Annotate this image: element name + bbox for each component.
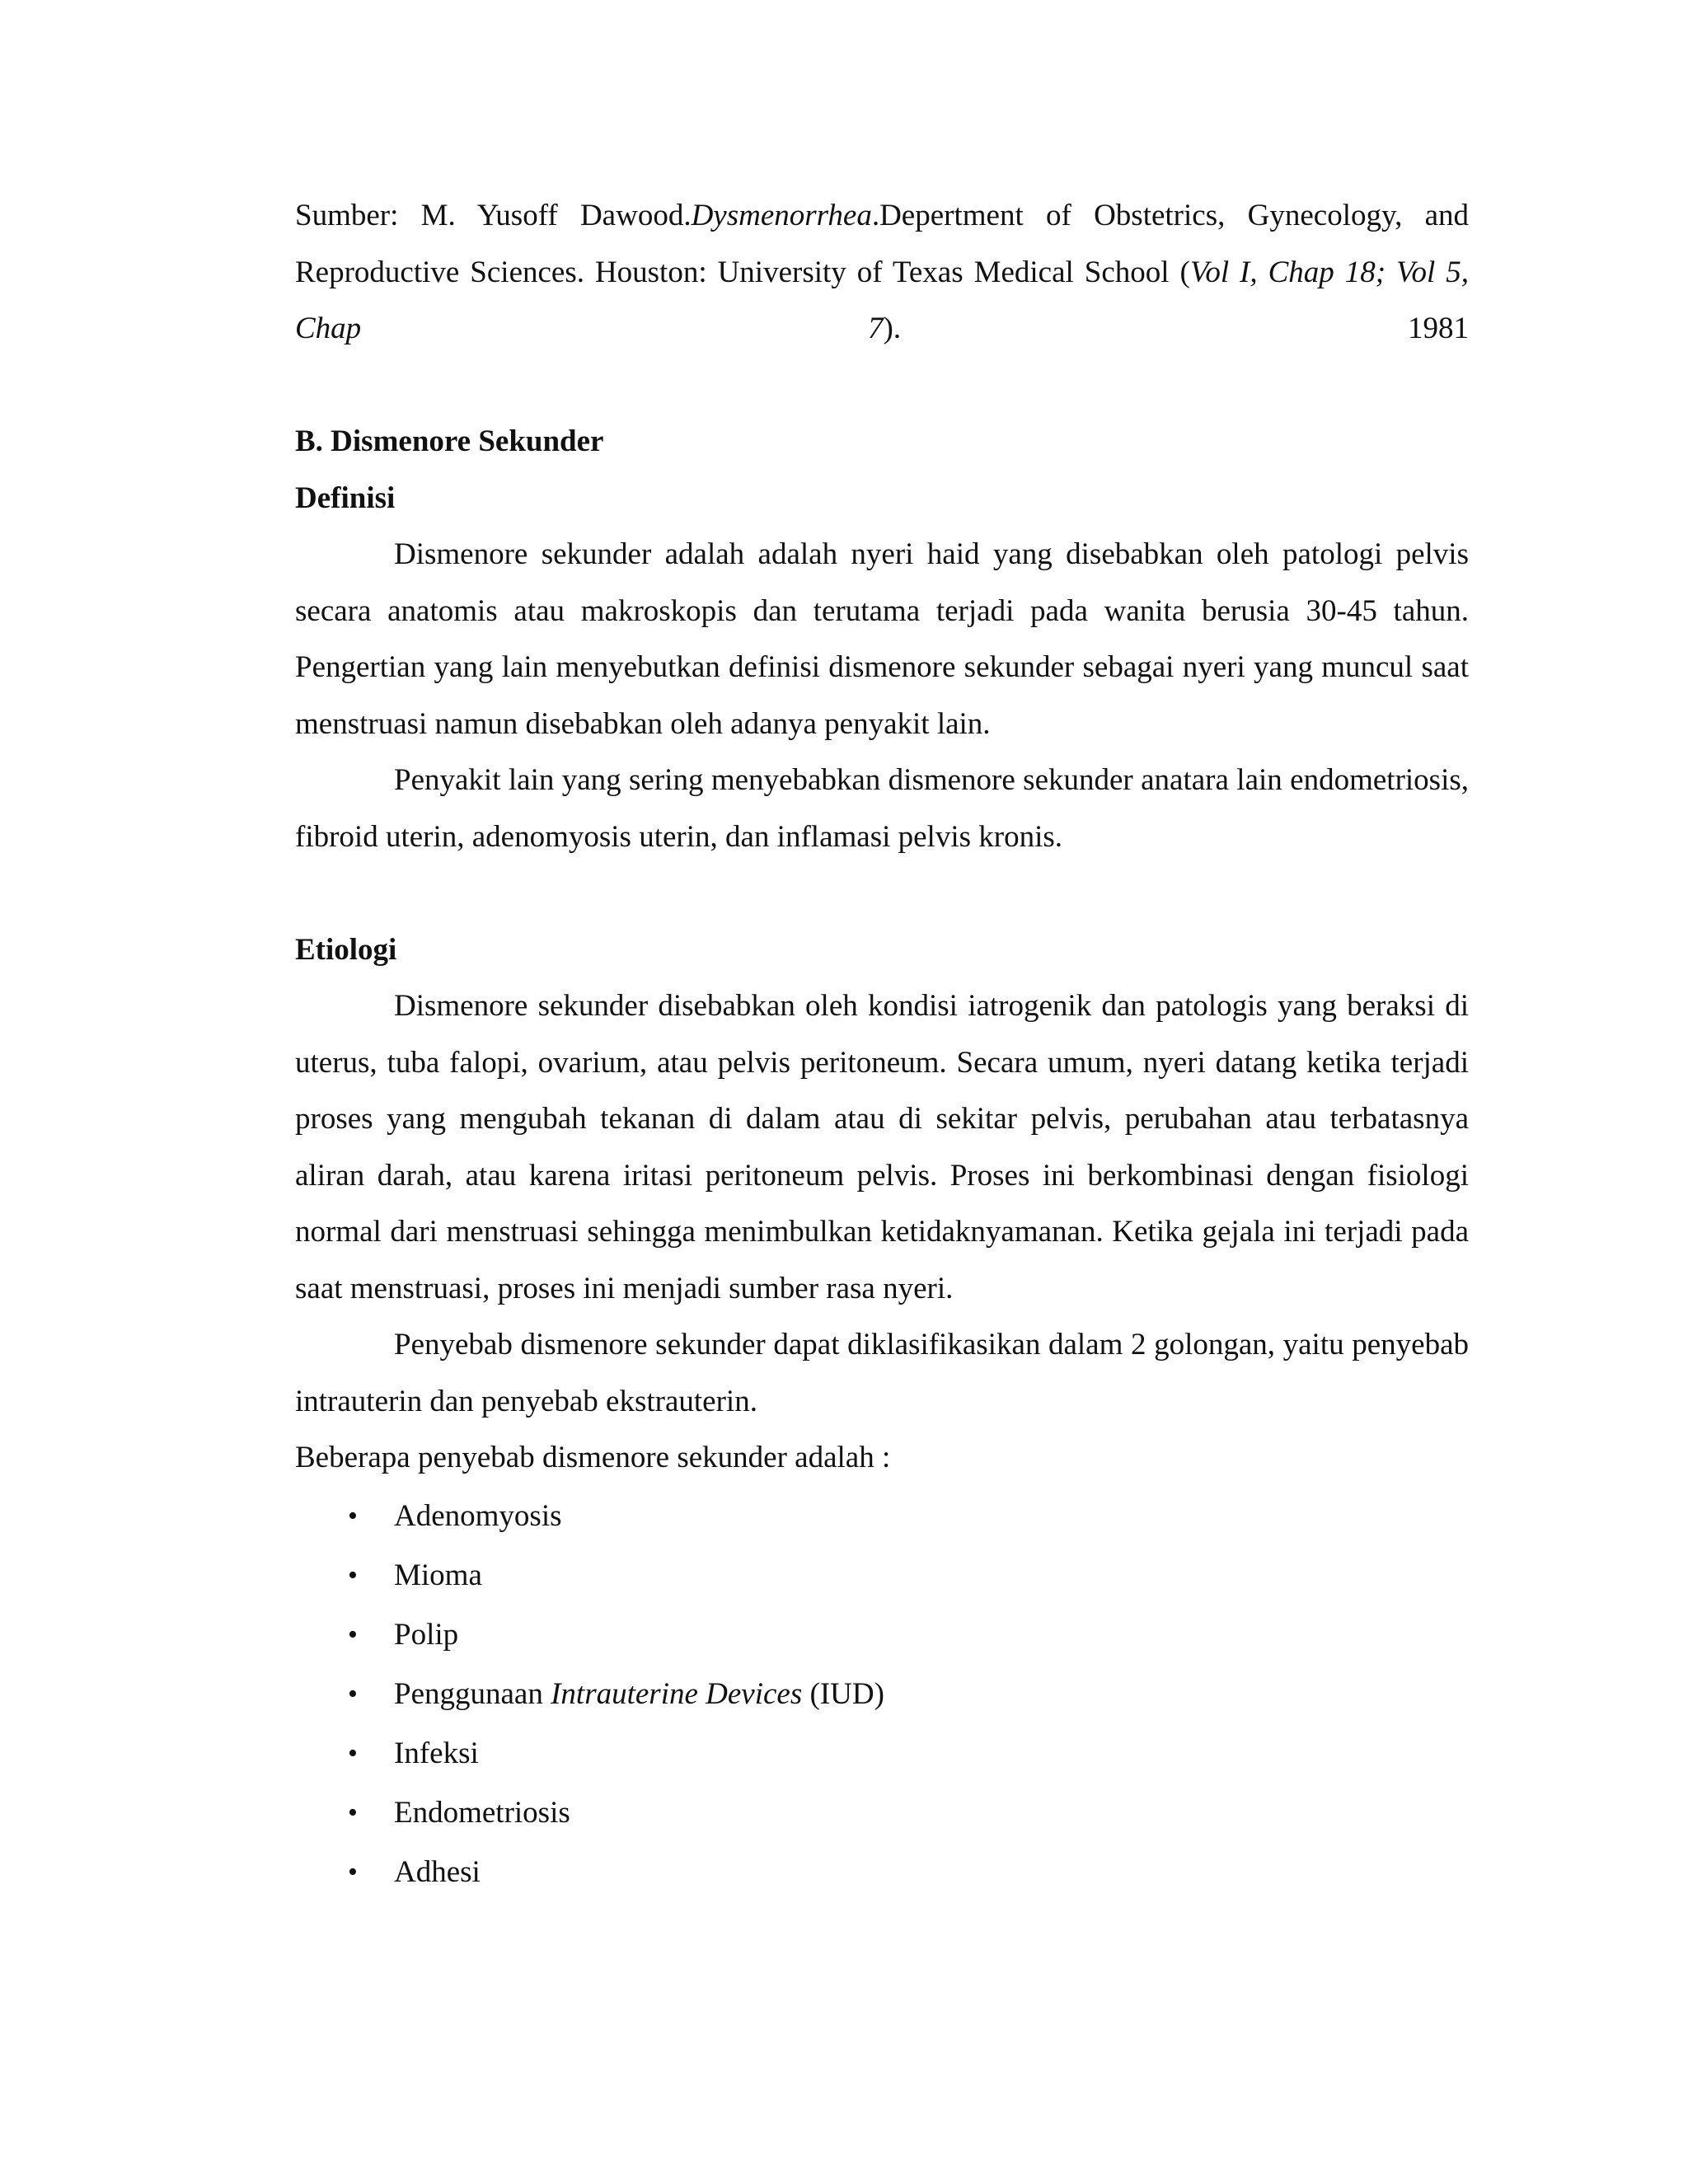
list-item [295,1605,1469,1665]
iud-prefix: Penggunaan [394,1676,551,1711]
section-heading: B. Dismenore Sekunder [295,424,604,458]
definisi-heading: Definisi [295,480,396,515]
etiologi-heading: Etiologi [295,932,397,967]
bullet-icon: • [348,1500,358,1531]
list-item [295,1487,1469,1546]
causes-list [295,1487,1469,1902]
source-volumes: Vol I, Chap 18; Vol 5, Chap 7 [295,255,1469,345]
iud-suffix: (IUD) [802,1676,884,1711]
bullet-icon: • [348,1737,358,1769]
list-item [295,1843,1469,1902]
list-item [295,1665,1469,1724]
list-item-text: Polip [394,1617,459,1652]
source-suffix: ). 1981 [883,312,1469,345]
document-page [295,188,1469,1902]
list-intro: Beberapa penyebab dismenore sekunder adalah : [295,1441,891,1474]
etiologi-paragraph-2: Penyebab dismenore sekunder dapat diklasifikasikan dalam 2 golongan, yaitu penyebab intrauterin dan penyebab ekstrauterin. [295,1328,1469,1418]
source-middle: .Depertment of Obstetrics, Gynecology, and Reproductive Sciences. Houston: University of Texas Medical School ( [295,199,1470,289]
bullet-icon: • [348,1856,358,1887]
definisi-paragraph-1: Dismenore sekunder adalah adalah nyeri haid yang disebabkan oleh patologi pelvis secara anatomis atau makroskopis dan terutama terjadi pada wanita berusia 30-45 tahun. Pengertian yang lain menyebutkan definisi dismenore sekunder sebagai nyeri yang muncul saat menstruasi namun disebabkan oleh adanya penyakit lain. [295,537,1469,741]
list-item-text: Adenomyosis [394,1498,562,1533]
bullet-icon: • [348,1678,358,1709]
list-item [295,1783,1469,1843]
list-item [295,1546,1469,1605]
list-item [295,1724,1469,1783]
definisi-paragraph-2: Penyakit lain yang sering menyebabkan dismenore sekunder anatara lain endometriosis, fibroid uterin, adenomyosis uterin, dan inflamasi pelvis kronis. [295,763,1469,854]
source-citation [295,188,1469,358]
source-title: Dysmenorrhea [691,199,872,232]
list-item-text: Mioma [394,1558,482,1592]
etiologi-paragraph-1: Dismenore sekunder disebabkan oleh kondisi iatrogenik dan patologis yang beraksi di uterus, tuba falopi, ovarium, atau pelvis peritoneum. Secara umum, nyeri datang ketika terjadi proses yang mengubah tekanan di dalam atau di sekitar pelvis, perubahan atau terbatasnya aliran darah, atau karena iritasi peritoneum pelvis. Proses ini berkombinasi dengan fisiologi normal dari menstruasi sehingga menimbulkan ketidaknyamanan. Ketika gejala ini terjadi pada saat menstruasi, proses ini menjadi sumber rasa nyeri. [295,989,1469,1305]
spacer [295,358,1469,415]
spacer [295,865,1469,922]
bullet-icon: • [348,1797,358,1828]
bullet-icon: • [348,1619,358,1650]
list-item-text: Adhesi [394,1854,481,1889]
list-item-text: Endometriosis [394,1795,570,1830]
list-item-text: Infeksi [394,1736,479,1770]
source-prefix: Sumber: M. Yusoff Dawood. [295,199,692,232]
bullet-icon: • [348,1559,358,1591]
iud-term: Intrauterine Devices [551,1676,803,1711]
